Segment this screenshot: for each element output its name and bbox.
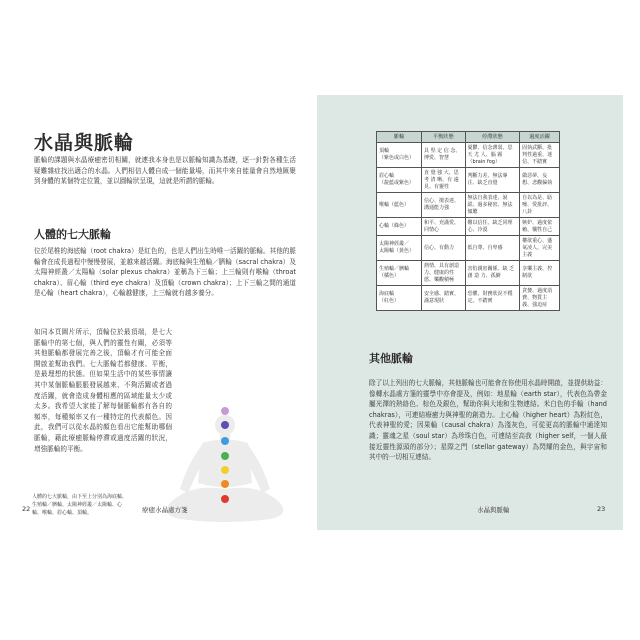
table-header-row: [377, 132, 560, 143]
cell-blocked: 憂鬱、信念薄弱、思 天 尤 人、腦 霧（brain fog）: [465, 143, 520, 168]
cell-chakra: 海底輪 （紅色）: [377, 286, 422, 311]
cell-blocked: 判斷力差、無法專注、缺乏直覺: [465, 168, 520, 193]
cell-balanced: 安全感、踏實、滿意現狀: [422, 286, 466, 311]
body-paragraph-1: 位於尾椎的海底輪（root chakra）是紅色的，也是人們出生時唯一活躍的脈輪。其他的脈輪會在成長過程中慢慢發展，並越來越活躍。海底輪與生殖輪／臍輪（sacral chakra）及太陽神經叢／太陽輪（solar plexus chakra）並稱為下三輪；上三輪則有喉輪（throat chakra）、眉心輪（third eye chakra）及頂輪（crown chakra）；上下三輪之間的通道是心輪（heart chakra），心輪越健康，上三輪就有越多養分。: [34, 247, 296, 298]
root-chakra-dot: [221, 495, 229, 503]
header-overactive: 過度活躍: [520, 132, 560, 143]
cell-blocked: 無法自我表達、說謊、過多秘密、無法傾聽: [465, 193, 520, 218]
cell-balanced: 熱情、具有創造力、健康的性慾、樂觀積極: [422, 261, 466, 286]
section-heading-other-chakras: 其他脈輪: [369, 352, 413, 365]
left-page: [20, 95, 317, 530]
table-row: [377, 168, 560, 193]
chapter-title: 水晶與脈輪: [34, 132, 135, 154]
cell-balanced: 和平、充滿愛、同情心: [422, 218, 466, 236]
cell-chakra: 太陽神經叢／ 太陽輪（黃色）: [377, 236, 422, 261]
cell-blocked: 難以信任、缺乏同理心、冷漠: [465, 218, 520, 236]
header-balanced: 平衡狀態: [422, 132, 466, 143]
right-page: [317, 95, 623, 530]
header-blocked: 停滯狀態: [465, 132, 520, 143]
cell-chakra: 心輪（綠色）: [377, 218, 422, 236]
table-row: [377, 261, 560, 286]
third-eye-chakra-dot: [221, 421, 229, 429]
cell-overactive: 貪婪、過度消費、物質主義、強迫症: [520, 286, 560, 311]
cell-balanced: 信心、擅表達、溝通能力強: [422, 193, 466, 218]
sacral-chakra-dot: [221, 480, 229, 488]
cell-blocked: 害怕親密關係、缺 乏 創 造 力、孤僻: [465, 261, 520, 286]
section-heading-seven-chakras: 人體的七大脈輪: [34, 228, 111, 241]
cell-chakra: 喉輪（藍色）: [377, 193, 422, 218]
body-paragraph-2: 如同本頁圖片所示，頂輪位於最頂端，是七大脈輪中的第七個，與人們的靈性有關，必須等其他脈輪都發展完善之後，頂輪才有可能全面開啟並幫助我們。七大脈輪若都健康、平衡，是最理想的狀態。但如果生活中的某些事情讓其中某個脈輪脹脹發展越來、不夠活躍或者過度活躍，就會造成身體相應的區域能量太少或太多。我希望大家能了解每個脈輪都有各自的頻率，每種頻率又有一種特定的代表顏色。因此，我們可以從水晶的顏色看出它能幫助哪個脈輪，藉此療癒脈輪停滯或過度活躍的狀況，增強脈輪的平衡。: [34, 328, 172, 453]
page-number-right: 23: [597, 505, 606, 513]
cell-chakra: 頂輪 （紫色或白色）: [377, 143, 422, 168]
cell-overactive: 做惡夢、妄想、悲觀偏執: [520, 168, 560, 193]
heart-chakra-dot: [221, 452, 229, 460]
table-row: [377, 143, 560, 168]
cell-overactive: 享樂主義、控制欲: [520, 261, 560, 286]
table-row: [377, 193, 560, 218]
cell-overactive: 固執武斷、批判性過重、迷信、不踏實: [520, 143, 560, 168]
table-row: [377, 236, 560, 261]
table-row: [377, 218, 560, 236]
solar-plexus-chakra-dot: [221, 466, 229, 474]
cell-balanced: 直 覺 強 大、思 考 清 晰、有 遠見、有靈性: [422, 168, 466, 193]
intro-paragraph: 脈輪的課題與水晶療癒密切相關，就連我本身也是以脈輪知識為基礎，逐一針對各種生活疑難雜症找出適合的水晶。人們相信人體自成一個能量場，而其中來自能量會自然地匯聚到身體的某個特定位置，並以圓輪狀呈現，這就是所謂的脈輪。: [34, 156, 296, 186]
page-number-left: 22: [22, 505, 31, 513]
cell-overactive: 嫉妒、過度依賴、犧牲自己: [520, 218, 560, 236]
figure-caption: 人體的七大脈輪，由下至上分別為海底輪、生殖輪／臍輪、太陽神經叢／太陽輪、心輪、喉輪、眉心輪、頂輪。: [32, 494, 128, 516]
throat-chakra-dot: [221, 437, 229, 445]
cell-chakra: 生殖輪／臍輪 （橘色）: [377, 261, 422, 286]
header-chakra: 脈輪: [377, 132, 422, 143]
footer-book-title: 療癒水晶處方箋: [142, 506, 188, 514]
cell-balanced: 信心、有動力: [422, 236, 466, 261]
crown-chakra-dot: [221, 407, 229, 415]
footer-chapter-title: 水晶與脈輪: [477, 506, 510, 514]
table-row: [377, 286, 560, 311]
other-chakras-paragraph: 除了以上列出的七大脈輪，其他脈輪也可能會在你使用水晶時開啟，並提供助益：像轉水晶處方箋的靈學中亦會提及，例如：地星輪（earth star），代表色為帶金屬光澤的熱絡色、棕色及銀色，幫助你與大地和生物連結。米白色的手輪（hand chakras），可連結療癒力與神聖的創造力。上心輪（higher heart）為粉紅色，代表神聖的愛；因果輪（causal chakra）為淺灰色，可從更高的脈輪中通達知識；靈魂之星（soul star）為珍珠白色，可連結至高我（higher self，一個人最接近靈性源頭的部分）；星際之門（stellar gateway）為閃耀的金色，與宇宙和其中的一切相互連結。: [369, 379, 607, 462]
chakra-states-table: [376, 131, 560, 311]
cell-overactive: 自以為是、聒噪、愛批評、八卦: [520, 193, 560, 218]
cell-blocked: 低自尊、自卑感: [465, 236, 520, 261]
cell-overactive: 權欲重心、盛氣凌人、完美主義: [520, 236, 560, 261]
cell-chakra: 眉心輪 （靛藍或紫色）: [377, 168, 422, 193]
cell-balanced: 具 堅 定 信 念、博愛、智慧: [422, 143, 466, 168]
cell-blocked: 恐懼、財務狀況不穩定、不踏實: [465, 286, 520, 311]
